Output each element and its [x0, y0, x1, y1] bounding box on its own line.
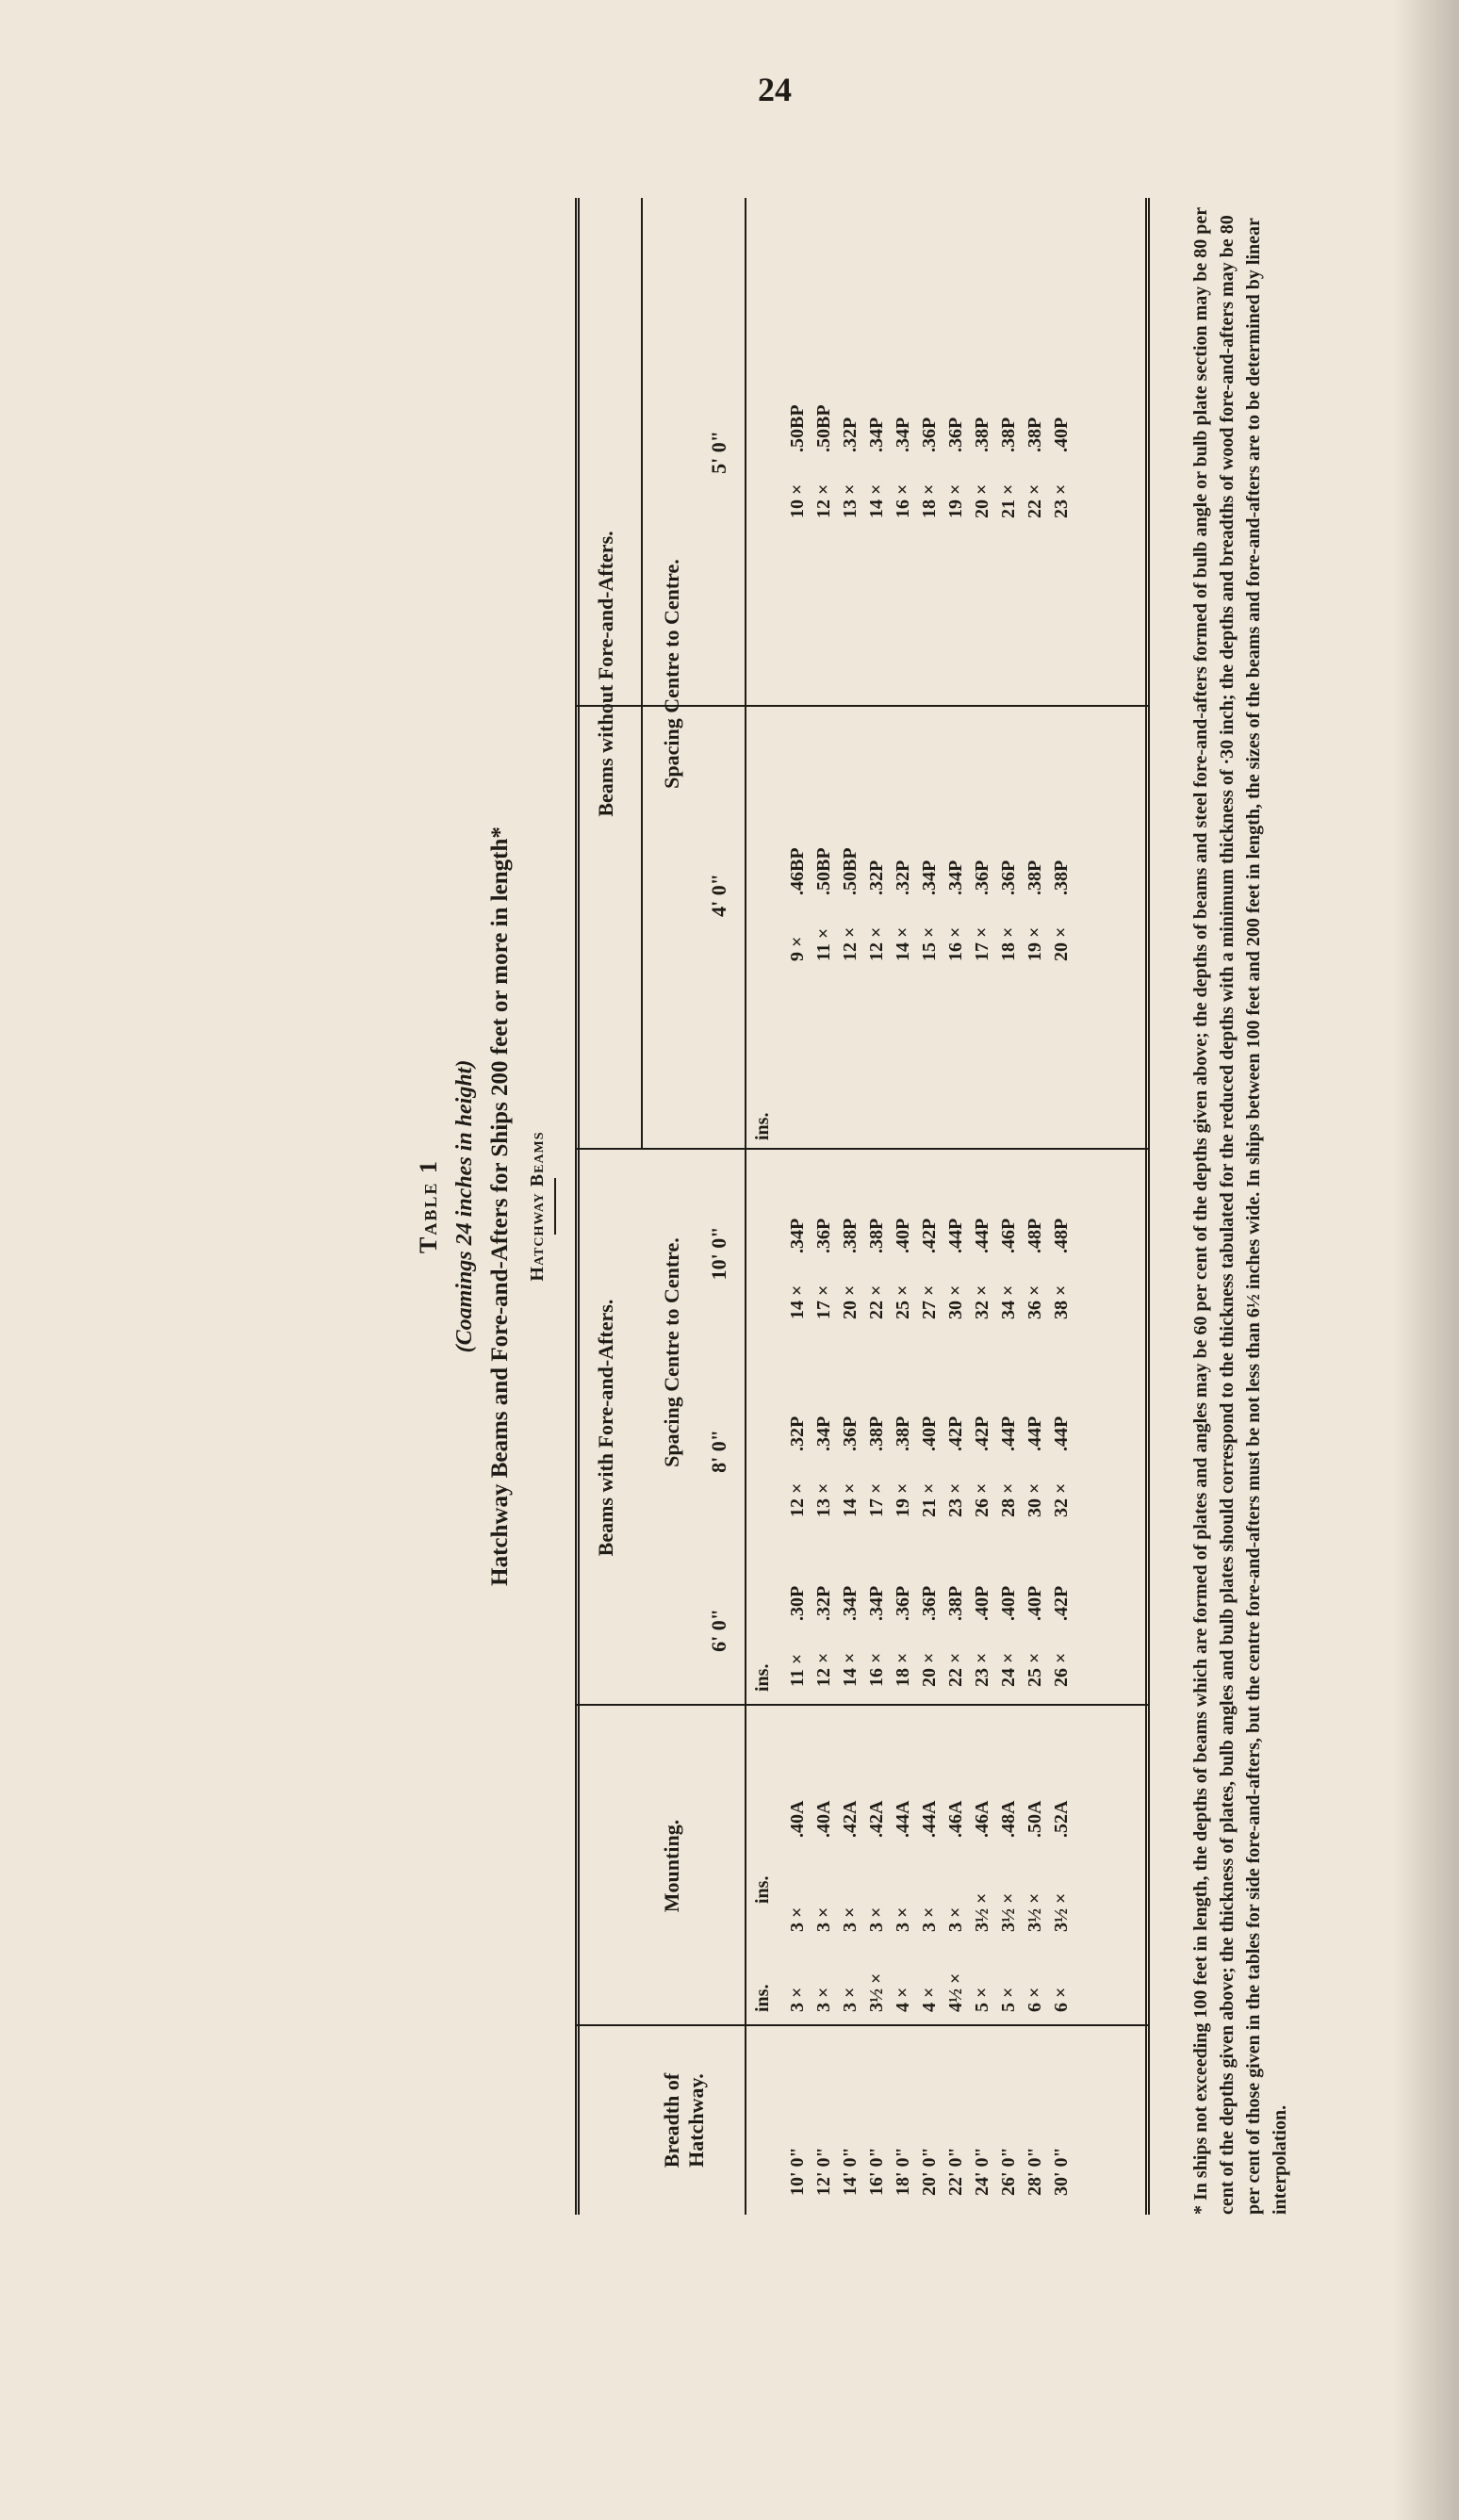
spacing-5ft: 5' 0": [707, 431, 730, 474]
table-cell: .46P: [998, 1218, 1019, 1253]
table-cell: 3 ×: [787, 1906, 808, 1932]
table-cell: 3 ×: [787, 1987, 808, 2012]
s8-thick-col: [784, 1416, 1074, 1451]
table-cell: .38P: [866, 1218, 887, 1253]
table-cell: 12 ×: [787, 1482, 808, 1517]
table-cell: 3 ×: [893, 1906, 913, 1932]
table-cell: 36 ×: [1025, 1285, 1045, 1319]
table-cell: 30' 0": [1051, 2147, 1072, 2196]
table-cell: 19 ×: [945, 483, 966, 518]
table-cell: 11 ×: [787, 1653, 808, 1687]
table-cell: 25 ×: [1025, 1652, 1045, 1687]
table-cell: .32P: [866, 859, 887, 895]
spacing-4ft: 4' 0": [707, 874, 730, 917]
table-title-block: [415, 198, 562, 2215]
table-cell: 20 ×: [919, 1652, 940, 1687]
table-cell: .40A: [787, 1800, 808, 1838]
table-cell: 22' 0": [945, 2147, 966, 2196]
top-rule: [575, 198, 580, 2215]
group-rule: [641, 198, 643, 1150]
table-cell: .40P: [972, 1585, 992, 1621]
table-cell: .48A: [998, 1800, 1019, 1838]
table-cell: .52A: [1051, 1800, 1072, 1838]
spacing-header-2: Spacing Centre to Centre.: [660, 559, 683, 789]
mounting-col-b: [784, 1893, 1074, 1932]
s4-thick-col: [784, 847, 1074, 895]
table-cell: 10' 0": [787, 2147, 808, 2196]
table-cell: .30P: [787, 1585, 808, 1621]
table-cell: 16 ×: [945, 926, 966, 961]
table-cell: 14 ×: [840, 1482, 861, 1517]
table-cell: 13 ×: [813, 1482, 834, 1517]
table-cell: .46A: [972, 1800, 992, 1838]
table-cell: .38P: [893, 1415, 913, 1451]
table-cell: .34P: [945, 859, 966, 895]
s5-thick-col: [784, 404, 1074, 452]
table-cell: 17 ×: [866, 1482, 887, 1517]
table-cell: .38P: [840, 1218, 861, 1253]
table-cell: 4 ×: [893, 1987, 913, 2012]
table-cell: 26 ×: [972, 1482, 992, 1517]
table-cell: 3½ ×: [972, 1892, 992, 1932]
table-cell: .44P: [972, 1218, 992, 1253]
table-cell: 22 ×: [945, 1652, 966, 1687]
table-cell: 20 ×: [840, 1285, 861, 1319]
table-cell: 18' 0": [893, 2147, 913, 2196]
table-cell: 3 ×: [813, 1987, 834, 2012]
table-footnote: * In ships not exceeding 100 feet in length, the depths of beams which are formed of plates and angles may be 60 per cent of the depths given above; the depths of beams and steel fore-and-afters formed of bulb angle or bulb plate section may be 80 per cent of the depths given above; the thickness of plates, bulb angles and bulb plates should correspond to the thickness tabulated for the reduced depths with a minimum thickness of ·30 inch; the depths and breadths of wood fore-and-afters may be 80 per cent of those given in the tables for side fore-and-afters, but the centre fore-and-afters must be not less than 6½ inches wide. In ships between 100 feet and 200 feet in length, the sizes of the beams and fore-and-afters are to be determined by linear interpolation.: [1190, 207, 1290, 2215]
table-cell: 14' 0": [840, 2147, 861, 2196]
table-cell: .40P: [1051, 417, 1072, 452]
units-label: ins.: [752, 1663, 773, 1692]
table-cell: .38P: [1025, 859, 1045, 895]
table-cell: 3 ×: [813, 1906, 834, 1932]
table-cell: .50BP: [813, 847, 834, 895]
table-cell: 23 ×: [972, 1652, 992, 1687]
table-cell: .42P: [919, 1218, 940, 1253]
table-cell: 20 ×: [1051, 926, 1072, 961]
s5-depth-col: [784, 484, 1074, 518]
breadth-header: Breadth of Hatchway.: [660, 2072, 708, 2168]
table-cell: .44A: [893, 1800, 913, 1838]
table-cell: 23 ×: [945, 1482, 966, 1517]
table-cell: 32 ×: [1051, 1482, 1072, 1517]
table-cell: .34P: [813, 1415, 834, 1451]
table-cell: 3 ×: [866, 1906, 887, 1932]
table-cell: .38P: [1051, 859, 1072, 895]
table-coamings: (Coamings 24 inches in height): [452, 1059, 477, 1353]
table-cell: 28' 0": [1025, 2147, 1045, 2196]
table-cell: .42A: [840, 1800, 861, 1838]
table-cell: .36P: [813, 1218, 834, 1253]
table-cell: .36P: [840, 1415, 861, 1451]
table-cell: 14 ×: [866, 483, 887, 518]
table-cell: 20 ×: [972, 483, 992, 518]
table-cell: .36P: [919, 417, 940, 452]
table-cell: .42P: [972, 1415, 992, 1451]
table-cell: 17 ×: [972, 926, 992, 961]
table-cell: .38P: [866, 1415, 887, 1451]
table-cell: 12' 0": [813, 2147, 834, 2196]
page-number: 24: [758, 71, 792, 108]
table-cell: .44P: [945, 1218, 966, 1253]
table-title: Hatchway Beams and Fore-and-Afters for Ships 200 feet or more in length*: [487, 826, 513, 1586]
table-cell: .42P: [1051, 1585, 1072, 1621]
table-cell: .44P: [1051, 1415, 1072, 1451]
table-cell: 5 ×: [998, 1987, 1019, 2012]
table-cell: .34P: [893, 417, 913, 452]
table-cell: .32P: [840, 417, 861, 452]
table-cell: .38P: [972, 417, 992, 452]
table-cell: .38P: [1025, 417, 1045, 452]
table-cell: .36P: [945, 417, 966, 452]
table-cell: 30 ×: [945, 1285, 966, 1319]
table-cell: .36P: [972, 859, 992, 895]
table-cell: 16 ×: [866, 1652, 887, 1687]
table-cell: .40P: [1025, 1585, 1045, 1621]
table-cell: .44P: [998, 1415, 1019, 1451]
s8-depth-col: [784, 1483, 1074, 1517]
table-cell: 3 ×: [840, 1906, 861, 1932]
spacing-8ft: 8' 0": [707, 1430, 730, 1473]
table-cell: .50BP: [813, 404, 834, 452]
spacing-header-1: Spacing Centre to Centre.: [660, 1237, 683, 1467]
table-cell: 10 ×: [787, 483, 808, 518]
table-cell: .36P: [998, 859, 1019, 895]
table-cell: .46BP: [787, 847, 808, 895]
table-cell: 18 ×: [919, 483, 940, 518]
units-label: ins.: [752, 1112, 773, 1140]
table-cell: 14 ×: [840, 1652, 861, 1687]
table-cell: 32 ×: [972, 1285, 992, 1319]
table-cell: .36P: [893, 1585, 913, 1621]
table-cell: .42A: [866, 1800, 887, 1838]
table-cell: .34P: [866, 1585, 887, 1621]
table-cell: 12 ×: [813, 1652, 834, 1687]
table-cell: 19 ×: [893, 1482, 913, 1517]
table-cell: .50BP: [787, 404, 808, 452]
table-cell: 27 ×: [919, 1285, 940, 1319]
table-cell: 4½ ×: [945, 1972, 966, 2012]
table-cell: .36P: [919, 1585, 940, 1621]
table-cell: 6 ×: [1025, 1987, 1045, 2012]
table-cell: 15 ×: [919, 926, 940, 961]
table-cell: 6 ×: [1051, 1987, 1072, 2012]
table-cell: 12 ×: [866, 926, 887, 961]
table-cell: 17 ×: [813, 1285, 834, 1319]
table-cell: 3½ ×: [998, 1892, 1019, 1932]
table-cell: .44P: [1025, 1415, 1045, 1451]
table-cell: 28 ×: [998, 1482, 1019, 1517]
table-cell: 13 ×: [840, 483, 861, 518]
table-cell: 3½ ×: [1051, 1892, 1072, 1932]
table-cell: .32P: [787, 1415, 808, 1451]
table-cell: .34P: [840, 1585, 861, 1621]
table-cell: .50BP: [840, 847, 861, 895]
table-label: Table 1: [415, 1159, 442, 1253]
table-cell: 3 ×: [840, 1987, 861, 2012]
table-cell: 30 ×: [1025, 1482, 1045, 1517]
table-cell: 18 ×: [998, 926, 1019, 961]
table-cell: .38P: [945, 1585, 966, 1621]
table-cell: 26' 0": [998, 2147, 1019, 2196]
table-cell: 14 ×: [787, 1285, 808, 1319]
table-cell: 16 ×: [893, 483, 913, 518]
table-cell: 3½ ×: [866, 1972, 887, 2012]
table-cell: 24 ×: [998, 1652, 1019, 1687]
header-rule: [745, 198, 746, 2215]
table-cell: 22 ×: [1025, 483, 1045, 518]
table-cell: 34 ×: [998, 1285, 1019, 1319]
table-cell: .40P: [919, 1415, 940, 1451]
table-cell: 22 ×: [866, 1285, 887, 1319]
table-cell: 14 ×: [893, 926, 913, 961]
table-cell: .46A: [945, 1800, 966, 1838]
table-cell: .34P: [787, 1218, 808, 1253]
s6-thick-col: [784, 1586, 1074, 1621]
s6-depth-col: [784, 1653, 1074, 1687]
spacing-10ft: 10' 0": [707, 1226, 730, 1281]
units-label: ins.: [752, 1875, 773, 1904]
table-cell: .34P: [919, 859, 940, 895]
table-subtitle-text: Hatchway Beams: [527, 1131, 548, 1282]
table-cell: 3 ×: [919, 1906, 940, 1932]
table-cell: 19 ×: [1025, 926, 1045, 961]
table-grid: [575, 198, 1150, 2215]
table-cell: 16' 0": [866, 2147, 887, 2196]
table-cell: 12 ×: [840, 926, 861, 961]
table-cell: .50A: [1025, 1800, 1045, 1838]
table-cell: 23 ×: [1051, 483, 1072, 518]
table-cell: 21 ×: [919, 1482, 940, 1517]
table-cell: 18 ×: [893, 1652, 913, 1687]
table-cell: 3½ ×: [1025, 1892, 1045, 1932]
table-cell: .40P: [998, 1585, 1019, 1621]
table-subtitle: [527, 198, 556, 2215]
breadth-column: [784, 2147, 1074, 2196]
table-cell: 11 ×: [813, 927, 834, 961]
table-cell: .40A: [813, 1800, 834, 1838]
mounting-header: Mounting.: [660, 1819, 683, 1913]
table-cell: 3 ×: [945, 1906, 966, 1932]
s10-thick-col: [784, 1219, 1074, 1253]
with-fa-header: Beams with Fore-and-Afters.: [594, 1299, 617, 1557]
spacing-6ft: 6' 0": [707, 1609, 730, 1652]
table-cell: 21 ×: [998, 483, 1019, 518]
s4-depth-col: [784, 927, 1074, 961]
table-cell: .44A: [919, 1800, 940, 1838]
bottom-rule: [1145, 198, 1150, 2215]
subtitle-rule: [554, 1178, 556, 1235]
table-cell: .40P: [893, 1218, 913, 1253]
table-cell: 38 ×: [1051, 1285, 1072, 1319]
table-cell: 4 ×: [919, 1987, 940, 2012]
table-cell: .38P: [998, 417, 1019, 452]
units-label: ins.: [752, 1984, 773, 2012]
table-cell: 5 ×: [972, 1987, 992, 2012]
table-cell: .32P: [813, 1585, 834, 1621]
mounting-col-c: [784, 1801, 1074, 1838]
table-cell: .48P: [1025, 1218, 1045, 1253]
table-cell: 9 ×: [787, 936, 808, 961]
table-cell: 24' 0": [972, 2147, 992, 2196]
table-cell: 12 ×: [813, 483, 834, 518]
table-cell: 26 ×: [1051, 1652, 1072, 1687]
table-cell: .34P: [866, 417, 887, 452]
without-fa-header: Beams without Fore-and-Afters.: [594, 531, 617, 817]
table-cell: .42P: [945, 1415, 966, 1451]
s10-depth-col: [784, 1285, 1074, 1319]
table-cell: .32P: [893, 859, 913, 895]
table-cell: 20' 0": [919, 2147, 940, 2196]
table-cell: .48P: [1051, 1218, 1072, 1253]
table-cell: 25 ×: [893, 1285, 913, 1319]
mounting-col-a: [784, 1973, 1074, 2012]
rotated-table-region: [415, 198, 1459, 2215]
